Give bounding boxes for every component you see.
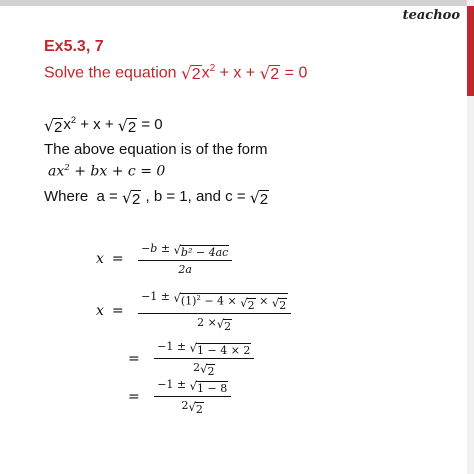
top-bar bbox=[0, 0, 474, 6]
sqrt-symbol: √ $(1)^2 - 4$ × √ 2 × √ 2 bbox=[173, 291, 287, 312]
quadratic-formula: x = −b ± √ b² − 4ac 2a bbox=[96, 242, 234, 276]
coefficients-line: Where a = √ 2 , b = 1, and c = √ 2 bbox=[44, 188, 269, 208]
sqrt-symbol: √ 2 bbox=[259, 63, 280, 84]
sqrt-symbol: √ b² − 4ac bbox=[173, 243, 229, 259]
general-form: $ax^2$ + bx + c = 0 bbox=[48, 163, 166, 180]
substitution-step: x = −1 ± √ $(1)^2 - 4$ × √ 2 × √ 2 2 × √ 2 bbox=[96, 290, 293, 332]
sqrt-symbol: √ 2 bbox=[117, 116, 137, 136]
simplify-step-2: = −1 ± √ 1 − 8 2 √ 2 bbox=[120, 378, 233, 415]
brand-logo: teachoo bbox=[402, 8, 460, 23]
step3-fraction: −1 ± √ 1 − 8 2 √ 2 bbox=[154, 378, 231, 415]
sqrt-symbol: √ 2 bbox=[181, 63, 201, 84]
sqrt-symbol: √ 1 − 8 bbox=[189, 379, 228, 395]
question-text: Solve the equation √ 2 $x^2 + x$ + √ 2 = 0 bbox=[44, 63, 308, 84]
right-accent-bar bbox=[467, 6, 474, 96]
sqrt-symbol: √ 2 bbox=[44, 116, 63, 136]
sqrt-symbol: √ 2 bbox=[249, 188, 269, 208]
simplify-step-1: = −1 ± √ 1 − 4 × 2 2 √ 2 bbox=[120, 340, 256, 377]
step1-fraction: −1 ± √ $(1)^2 - 4$ × √ 2 × √ 2 2 × √ 2 bbox=[138, 290, 291, 332]
sqrt-symbol: √ 2 bbox=[121, 188, 141, 208]
step2-fraction: −1 ± √ 1 − 4 × 2 2 √ 2 bbox=[154, 340, 254, 377]
question-prefix: Solve the equation bbox=[44, 64, 181, 82]
given-equation: √ 2 $x^2 + x$ + √ 2 = 0 bbox=[44, 115, 163, 136]
formula-fraction: −b ± √ b² − 4ac 2a bbox=[138, 242, 232, 276]
form-statement: The above equation is of the form bbox=[44, 141, 268, 158]
exercise-heading: Ex5.3, 7 bbox=[44, 38, 104, 55]
sqrt-symbol: √ 1 − 4 × 2 bbox=[189, 341, 251, 357]
